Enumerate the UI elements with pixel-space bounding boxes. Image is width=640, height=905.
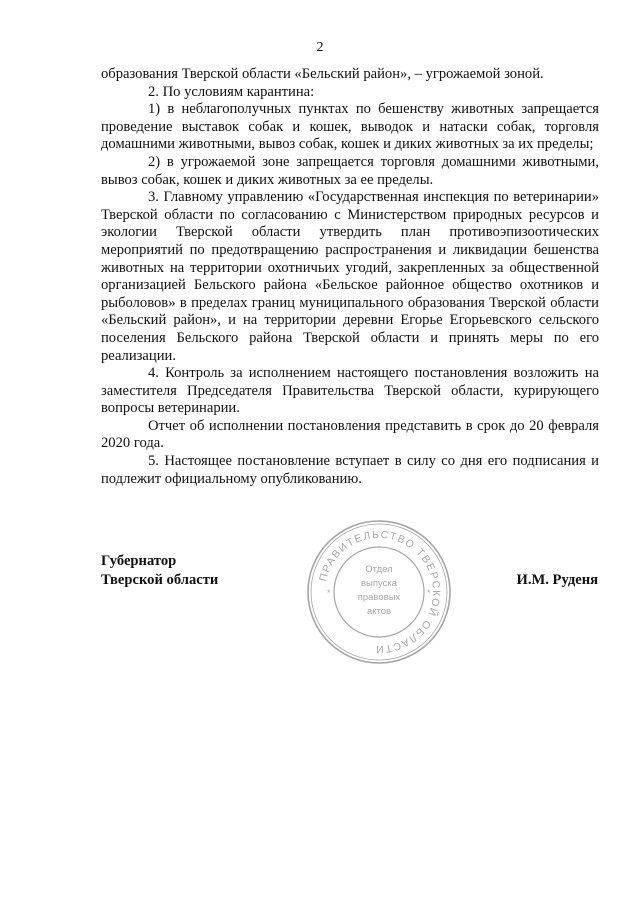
signature-name: И.М. Руденя <box>516 572 598 588</box>
paragraph-condition-1: 1) в неблагополучных пунктах по бешенству животных запрещается проведение выставок собак и кошек, выводок и натаски собак, торговля домашними животными, вывоз собак, кошек и диких животных за их пределы; <box>101 101 599 153</box>
signature-position <box>101 552 218 590</box>
paragraph-item-5: 5. Настоящее постановление вступает в силу со дня его подписания и подлежит официальному опубликованию. <box>101 453 599 487</box>
stamp-center-line3: правовых <box>357 592 401 603</box>
page-number: 2 <box>316 40 324 55</box>
stamp-star-left: * <box>327 588 331 598</box>
signature-position-line1: Губернатор <box>101 553 177 569</box>
stamp-center-line2: выпуска <box>360 578 398 589</box>
paragraph-condition-2: 2) в угрожаемой зоне запрещается торговля домашними животными, вывоз собак, кошек и диких животных за ее пределы. <box>101 153 599 188</box>
paragraph-quarantine-conditions: 2. По условиям карантина: <box>148 83 315 100</box>
stamp-ring-text: ПРАВИТЕЛЬСТВО ТВЕРСКОЙ ОБЛАСТИ <box>317 528 443 656</box>
signature-position-line2: Тверской области <box>101 572 219 588</box>
stamp-center-line4: актов <box>366 606 392 617</box>
stamp-star-right: * <box>427 588 431 598</box>
paragraph-continuation: образования Тверской области «Бельский район», – угрожаемой зоной. <box>101 66 544 82</box>
official-stamp <box>305 518 453 666</box>
paragraph-item-4: 4. Контроль за исполнением настоящего постановления возложить на заместителя Председателя Правительства Тверской области, курирующего вопросы ветеринарии. <box>101 365 599 417</box>
paragraph-report: Отчет об исполнении постановления представить в срок до 20 февраля 2020 года. <box>101 417 599 452</box>
stamp-center-line1: Отдел <box>365 564 393 575</box>
paragraph-item-3: 3. Главному управлению «Государственная инспекция по ветеринарии» Тверской области по согласованию с Министерством природных ресурсов и экологии Тверской области утвердить план противоэпизоотических мероприятий по предотвращению распространения и ликвидации бешенства животных на территории охотничьих угодий, закрепленных за общественной организацией Бельского района «Бельское районное общество охотников и рыболовов» в пределах границ муниципального образования Тверской области «Бельский район», и на территории деревни Егорье Егорьевского сельского поселения Бельского района Тверской области и принять меры по его реализации. <box>101 189 599 364</box>
document-body <box>101 66 599 488</box>
